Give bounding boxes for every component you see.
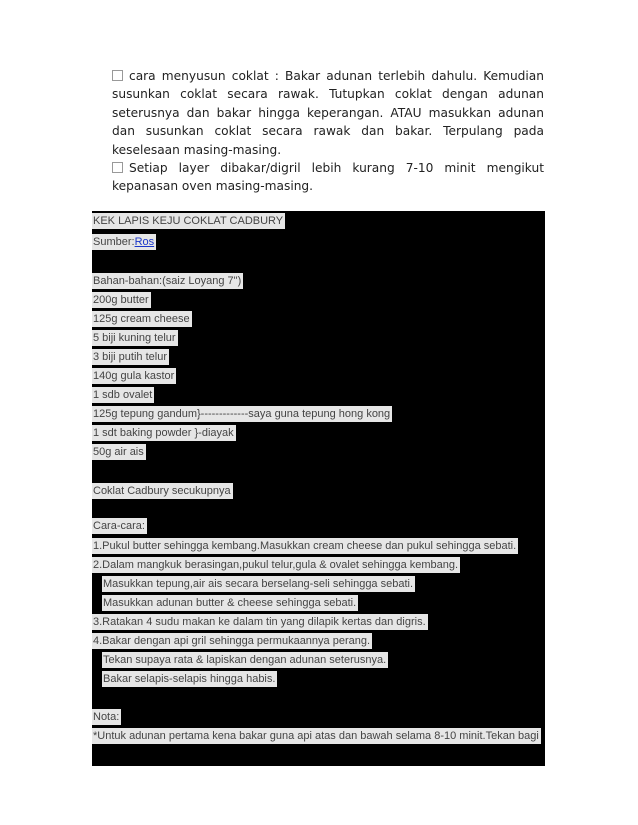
method-header: Cara-cara: [93, 520, 145, 532]
ingredient-item: 1 sdt baking powder }-diayak [93, 427, 234, 439]
ingredients-header: Bahan-bahan:(saiz Loyang 7") [93, 275, 242, 287]
ingredient-item: 140g gula kastor [93, 370, 175, 382]
method-step: Tekan supaya rata & lapiskan dengan adunan seterusnya. [103, 654, 387, 666]
method-step: 3.Ratakan 4 sudu makan ke dalam tin yang dilapik kertas dan digris. [93, 616, 426, 628]
note-header: Nota: [93, 711, 120, 723]
source-label: Sumber: [93, 236, 135, 248]
source-link[interactable]: Ros [134, 236, 155, 248]
checkbox-bullet-icon [112, 70, 123, 81]
note-text: *Untuk adunan pertama kena bakar guna api atas dan bawah selama 8-10 minit.Tekan bagi [93, 730, 539, 742]
ingredient-item: 125g cream cheese [93, 313, 190, 325]
intro-instructions [112, 67, 544, 196]
ingredient-item: 50g air ais [93, 446, 144, 458]
recipe-source [92, 234, 156, 250]
intro-paragraph-1: cara menyusun coklat : Bakar adunan terlebih dahulu. Kemudian susunkan coklat secara rawak. Tutupkan coklat dengan adunan seterusnya dan bakar hingga keperangan. ATAU masukkan adunan dan susunkan coklat secara rawak dan bakar. Terpulang pada keselesaan masing-masing. [112, 69, 544, 157]
ingredient-item: 5 biji kuning telur [93, 332, 176, 344]
method-step: 2.Dalam mangkuk berasingan,pukul telur,gula & ovalet sehingga kembang. [93, 559, 459, 571]
checkbox-bullet-icon [112, 162, 123, 173]
ingredient-item: 125g tepung gandum}-------------saya guna tepung hong kong [93, 408, 391, 420]
ingredient-item: 1 sdb ovalet [93, 389, 153, 401]
method-step: 4.Bakar dengan api gril sehingga permukaannya perang. [93, 635, 371, 647]
chocolate-ingredient: Coklat Cadbury secukupnya [93, 485, 231, 497]
method-step: Masukkan tepung,air ais secara berselang-seli sehingga sebati. [103, 578, 414, 590]
recipe-block [92, 211, 545, 766]
method-step: Masukkan adunan butter & cheese sehingga sebati. [103, 597, 357, 609]
intro-paragraph-2: Setiap layer dibakar/digril lebih kurang 7-10 minit mengikut kepanasan oven masing-masing. [112, 161, 544, 194]
recipe-title: KEK LAPIS KEJU COKLAT CADBURY [93, 215, 284, 227]
ingredient-item: 200g butter [93, 294, 149, 306]
ingredient-item: 3 biji putih telur [93, 351, 167, 363]
method-step: Bakar selapis-selapis hingga habis. [103, 673, 276, 685]
method-step: 1.Pukul butter sehingga kembang.Masukkan cream cheese dan pukul sehingga sebati. [93, 540, 517, 552]
